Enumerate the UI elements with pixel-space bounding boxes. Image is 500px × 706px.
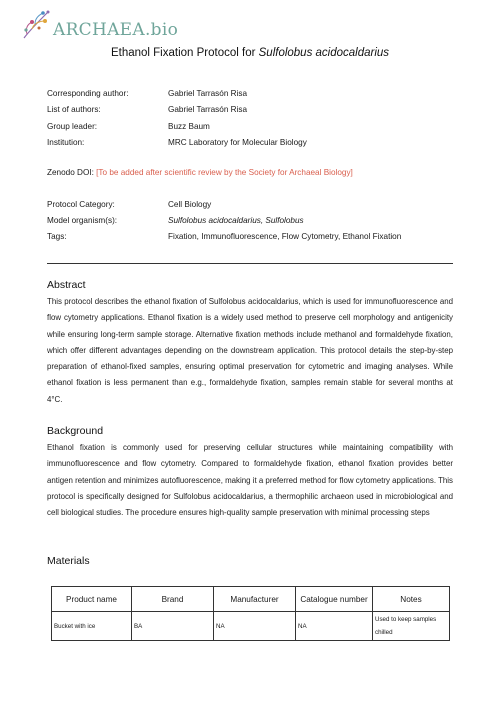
cell-catalogue: NA [296, 612, 373, 641]
meta-value: Sulfolobus acidocaldarius, Sulfolobus [168, 216, 304, 225]
site-logo[interactable] [20, 8, 220, 40]
table-row [52, 612, 450, 641]
zenodo-doi [47, 168, 353, 177]
cell-notes: Used to keep samples chilled [373, 612, 450, 641]
title-text: Ethanol Fixation Protocol for [110, 47, 259, 59]
doi-label: Zenodo DOI: [47, 168, 94, 177]
meta-label: Corresponding author: [47, 89, 129, 98]
meta-value: Gabriel Tarrasón Risa [168, 105, 248, 114]
section-divider [47, 263, 453, 264]
meta-value: Gabriel Tarrasón Risa [168, 89, 248, 98]
background-text: Ethanol fixation is commonly used for preserving cellular structures while maintaining compatibility with immunofluorescence and flow cytometry. Compared to formaldehyde fixation, ethanol fixation provides better antigen retention and minimizes autofluorescence, making it a preferred method for flow cytometry applications. This protocol is specifically designed for Sulfolobus acidocaldarius, a thermophilic archaeon used in microbiological and cell biological studies. The procedure ensures high-quality sample preservation with minimal processing steps [47, 443, 453, 518]
meta-label: Institution: [47, 138, 85, 147]
column-header: Catalogue number [296, 587, 373, 612]
page-title [0, 47, 500, 59]
abstract-heading: Abstract [47, 279, 86, 291]
cell-brand: BA [132, 612, 214, 641]
table-header-row [52, 587, 450, 612]
meta-label: Tags: [47, 232, 67, 241]
meta-label: Group leader: [47, 122, 98, 131]
title-organism: Sulfolobus acidocaldarius [258, 47, 390, 59]
column-header: Brand [132, 587, 214, 612]
doi-link[interactable]: [To be added after scientific review by the Society for Archaeal Biology] [96, 168, 353, 177]
logo-text: ARCHAEA.bio [53, 20, 179, 40]
column-header: Product name [52, 587, 132, 612]
meta-value: Buzz Baum [168, 122, 210, 131]
meta-label: List of authors: [47, 105, 101, 114]
archaea-logo-icon [20, 8, 54, 40]
column-header: Manufacturer [214, 587, 296, 612]
materials-heading: Materials [47, 555, 90, 567]
cell-manufacturer: NA [214, 612, 296, 641]
meta-value: Cell Biology [168, 200, 212, 209]
meta-value: Fixation, Immunofluorescence, Flow Cytometry, Ethanol Fixation [168, 232, 402, 241]
meta-label: Protocol Category: [47, 200, 115, 209]
abstract-text: This protocol describes the ethanol fixation of Sulfolobus acidocaldarius, which is used for immunofluorescence and flow cytometry applications. Ethanol fixation is a widely used method to preserve cell morphology and antigenicity while ensuring long-term sample storage. Alternative fixation methods include methanol and formaldehyde fixation, which offer different advantages depending on the downstream application. This protocol details the step-by-step preparation of ethanol-fixed samples, ensuring optimal preservation for cytometric and imaging analyses. While ethanol fixation is less permanent than e.g., formaldehyde fixation, samples remain stable for several months at 4°C. [47, 297, 453, 404]
meta-value: MRC Laboratory for Molecular Biology [168, 138, 307, 147]
cell-product: Bucket with ice [52, 612, 132, 641]
meta-label: Model organism(s): [47, 216, 118, 225]
column-header: Notes [373, 587, 450, 612]
materials-table [51, 586, 450, 641]
background-heading: Background [47, 425, 104, 437]
